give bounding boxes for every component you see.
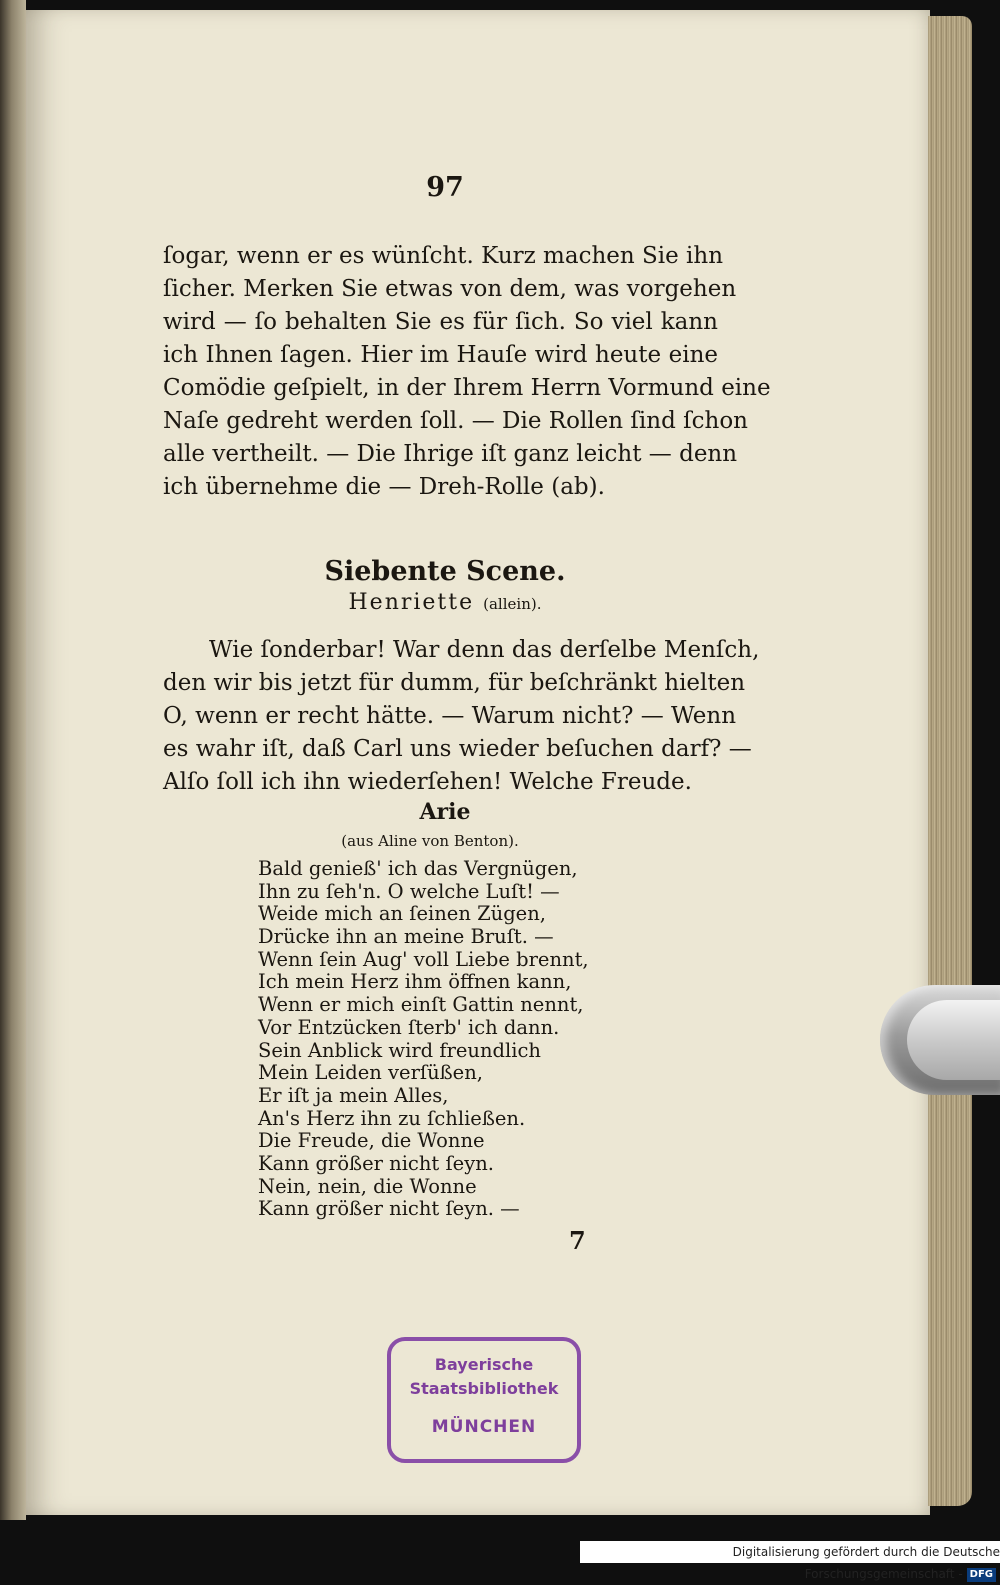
text-line: Wie ſonderbar! War denn das derſelbe Menſch, — [209, 637, 760, 663]
footer-credit: Digitalisierung gefördert durch die Deutsche Forschungsgemeinschaft - — [732, 1545, 1000, 1581]
verse-line: Wenn er mich einſt Gattin nennt, — [258, 993, 584, 1017]
digitization-footer — [580, 1541, 1000, 1581]
dfg-logo: DFG — [967, 1568, 996, 1582]
page-fore-edge — [928, 16, 972, 1506]
verse-line: Weide mich an ſeinen Zügen, — [258, 902, 546, 926]
verse-line: Die Freude, die Wonne — [258, 1129, 485, 1153]
stamp-line: MÜNCHEN — [431, 1417, 537, 1437]
text-line: ſogar, wenn er es wünſcht. Kurz machen Sie ihn — [163, 243, 724, 269]
text-line: ich Ihnen ſagen. Hier im Hauſe wird heute eine — [163, 342, 718, 368]
verse-line: Kann größer nicht ſeyn. — [258, 1151, 494, 1175]
text-line: Alſo ſoll ich ihn wiederſehen! Welche Freude. — [163, 769, 692, 795]
aria-verse — [258, 858, 589, 1221]
verse-line: Wenn ſein Aug' voll Liebe brennt, — [258, 947, 589, 971]
paragraph-1 — [163, 240, 771, 504]
verse-line: Mein Leiden verſüßen, — [258, 1061, 483, 1085]
scene-title: Siebente Scene. — [324, 556, 566, 587]
verse-line: Er iſt ja mein Alles, — [258, 1083, 449, 1107]
text-line: ſicher. Merken Sie etwas von dem, was vorgehen — [163, 276, 737, 302]
verse-line: Bald genieß' ich das Vergnügen, — [258, 857, 578, 880]
stamp-line: Staatsbibliothek — [409, 1379, 559, 1398]
stamp-line: Bayerische — [434, 1355, 534, 1374]
aria-title: Arie — [419, 799, 471, 825]
paragraph-2 — [163, 634, 760, 799]
aria-source: (aus Aline von Benton). — [341, 832, 519, 850]
text-line: alle vertheilt. — Die Ihrige iſt ganz leicht — denn — [163, 441, 738, 467]
text-line: Naſe gedreht werden ſoll. — Die Rollen ſind ſchon — [163, 408, 748, 434]
page-number: 97 — [426, 172, 464, 203]
book-gutter — [0, 0, 26, 1520]
speaker-heading — [0, 590, 890, 615]
library-stamp — [387, 1337, 581, 1463]
text-line: O, wenn er recht hätte. — Warum nicht? — Wenn — [163, 703, 737, 729]
text-line: wird — ſo behalten Sie es für ſich. So viel kann — [163, 309, 718, 335]
text-line: den wir bis jetzt für dumm, für beſchränkt hielten — [163, 670, 746, 696]
verse-line: An's Herz ihn zu ſchließen. — [258, 1106, 526, 1130]
verse-line: Ich mein Herz ihm öffnen kann, — [258, 970, 572, 994]
verse-line: Sein Anblick wird freundlich — [258, 1038, 541, 1062]
text-line: es wahr iſt, daß Carl uns wieder beſuchen darf? — — [163, 736, 752, 762]
verse-line: Kann größer nicht ſeyn. — — [258, 1197, 520, 1221]
verse-line: Nein, nein, die Wonne — [258, 1174, 477, 1198]
text-line: Comödie geſpielt, in der Ihrem Herrn Vormund eine — [163, 375, 771, 401]
stage-direction: (allein). — [483, 595, 542, 613]
text-line: ich übernehme die — Dreh-Rolle (ab). — [163, 474, 605, 500]
verse-line: Ihn zu ſeh'n. O welche Luſt! — — [258, 879, 560, 903]
speaker-name: Henriette — [348, 590, 475, 615]
signature-mark: 7 — [569, 1226, 586, 1255]
verse-line: Drücke ihn an meine Bruſt. — — [258, 925, 554, 949]
page-clip-highlight — [907, 1000, 1000, 1080]
verse-line: Vor Entzücken ſterb' ich dann. — [258, 1015, 560, 1039]
